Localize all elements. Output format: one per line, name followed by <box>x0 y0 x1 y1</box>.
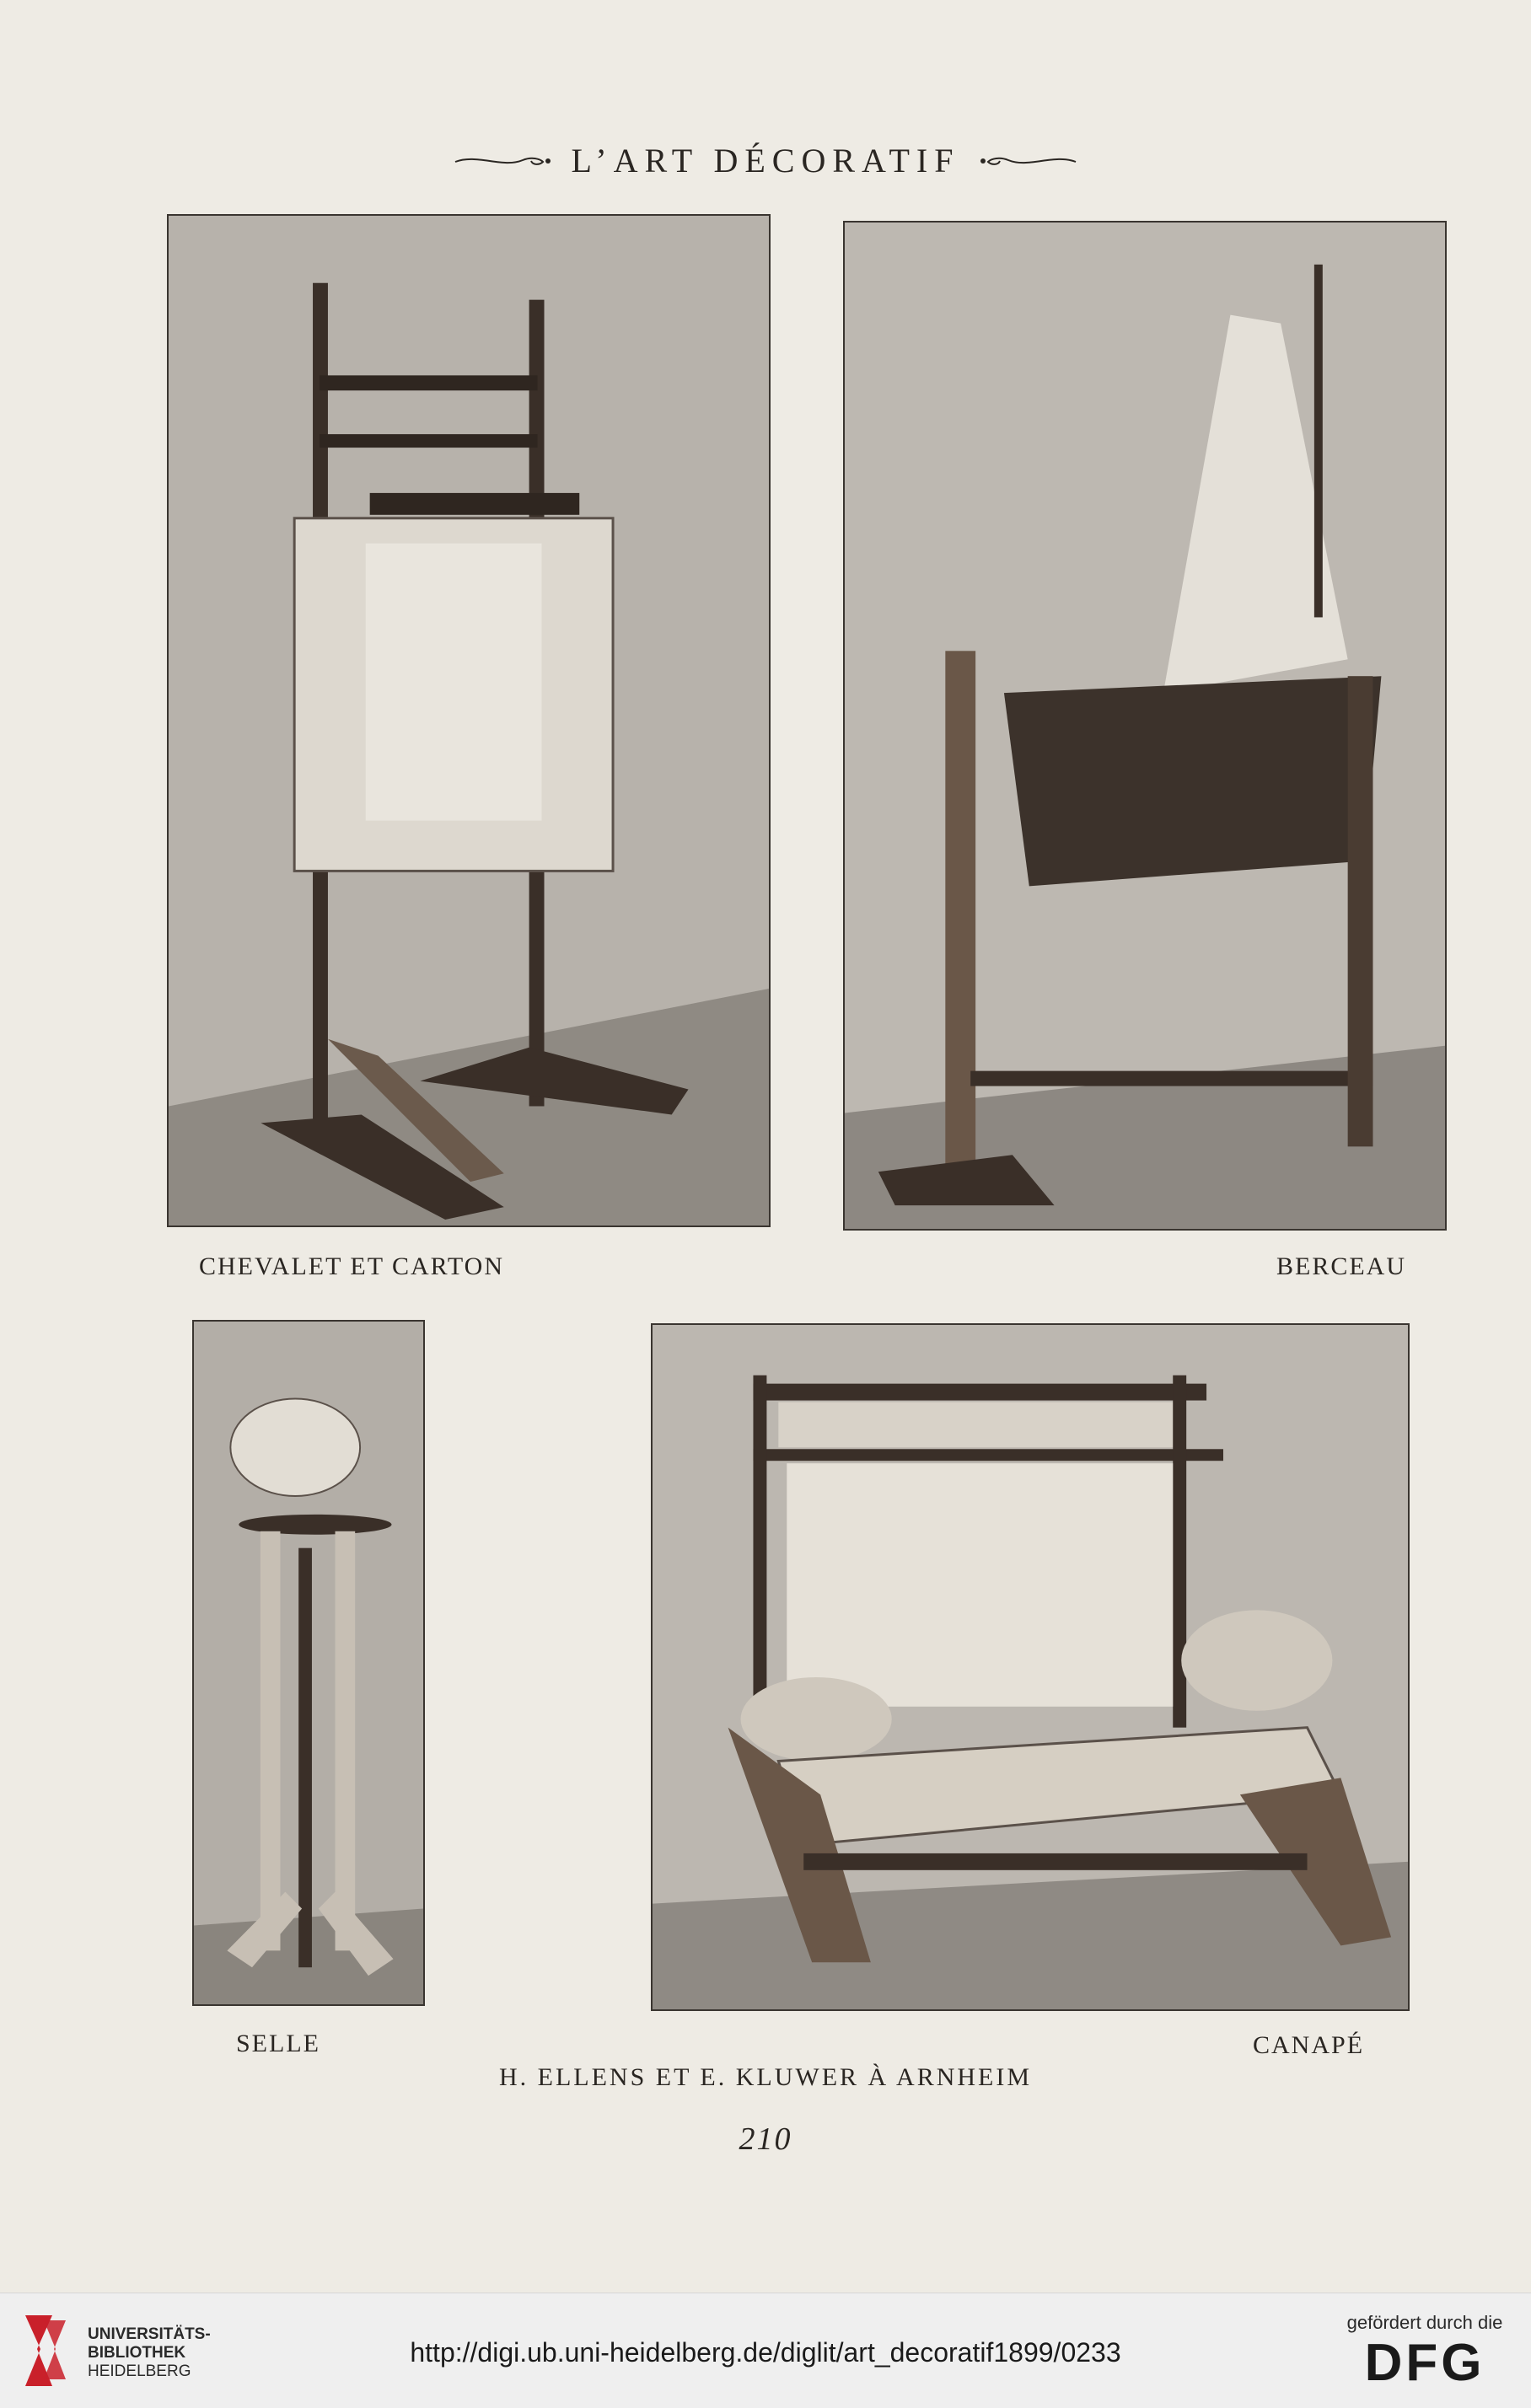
plate-pedestal <box>192 1320 425 2006</box>
permalink-url[interactable]: http://digi.ub.uni-heidelberg.de/diglit/art_decoratif1899/0233 <box>410 2337 1121 2368</box>
funded-by-label: gefördert durch die <box>1346 2312 1503 2333</box>
plate-settee <box>651 1323 1410 2011</box>
right-flourish-ornament <box>978 150 1079 170</box>
cradle-illustration <box>845 223 1445 1229</box>
library-name-line1: UNIVERSITÄTS- <box>88 2325 211 2343</box>
library-name-line2: BIBLIOTHEK <box>88 2344 186 2362</box>
plate-cradle <box>843 221 1447 1231</box>
caption-cradle: BERCEAU <box>1276 1252 1407 1280</box>
pedestal-illustration <box>194 1322 423 2004</box>
library-name-line3: HEIDELBERG <box>88 2362 191 2380</box>
maker-credit: H. ELLENS ET E. KLUWER À ARNHEIM <box>498 2063 1033 2091</box>
caption-pedestal: SELLE <box>236 2030 320 2057</box>
running-header <box>0 135 1531 185</box>
settee-illustration <box>653 1325 1408 2009</box>
running-title: L’ART DÉCORATIF <box>571 141 960 180</box>
viewer-footer <box>0 2293 1531 2408</box>
left-flourish-ornament <box>452 150 553 170</box>
funding-notice <box>1340 2312 1509 2393</box>
page-number: 210 <box>739 2121 792 2157</box>
caption-settee: CANAPÉ <box>1253 2031 1365 2059</box>
caption-easel: CHEVALET ET CARTON <box>199 1252 505 1280</box>
plate-easel <box>167 214 771 1227</box>
dfg-logo: DFG <box>1364 2334 1485 2392</box>
easel-illustration <box>169 216 769 1225</box>
